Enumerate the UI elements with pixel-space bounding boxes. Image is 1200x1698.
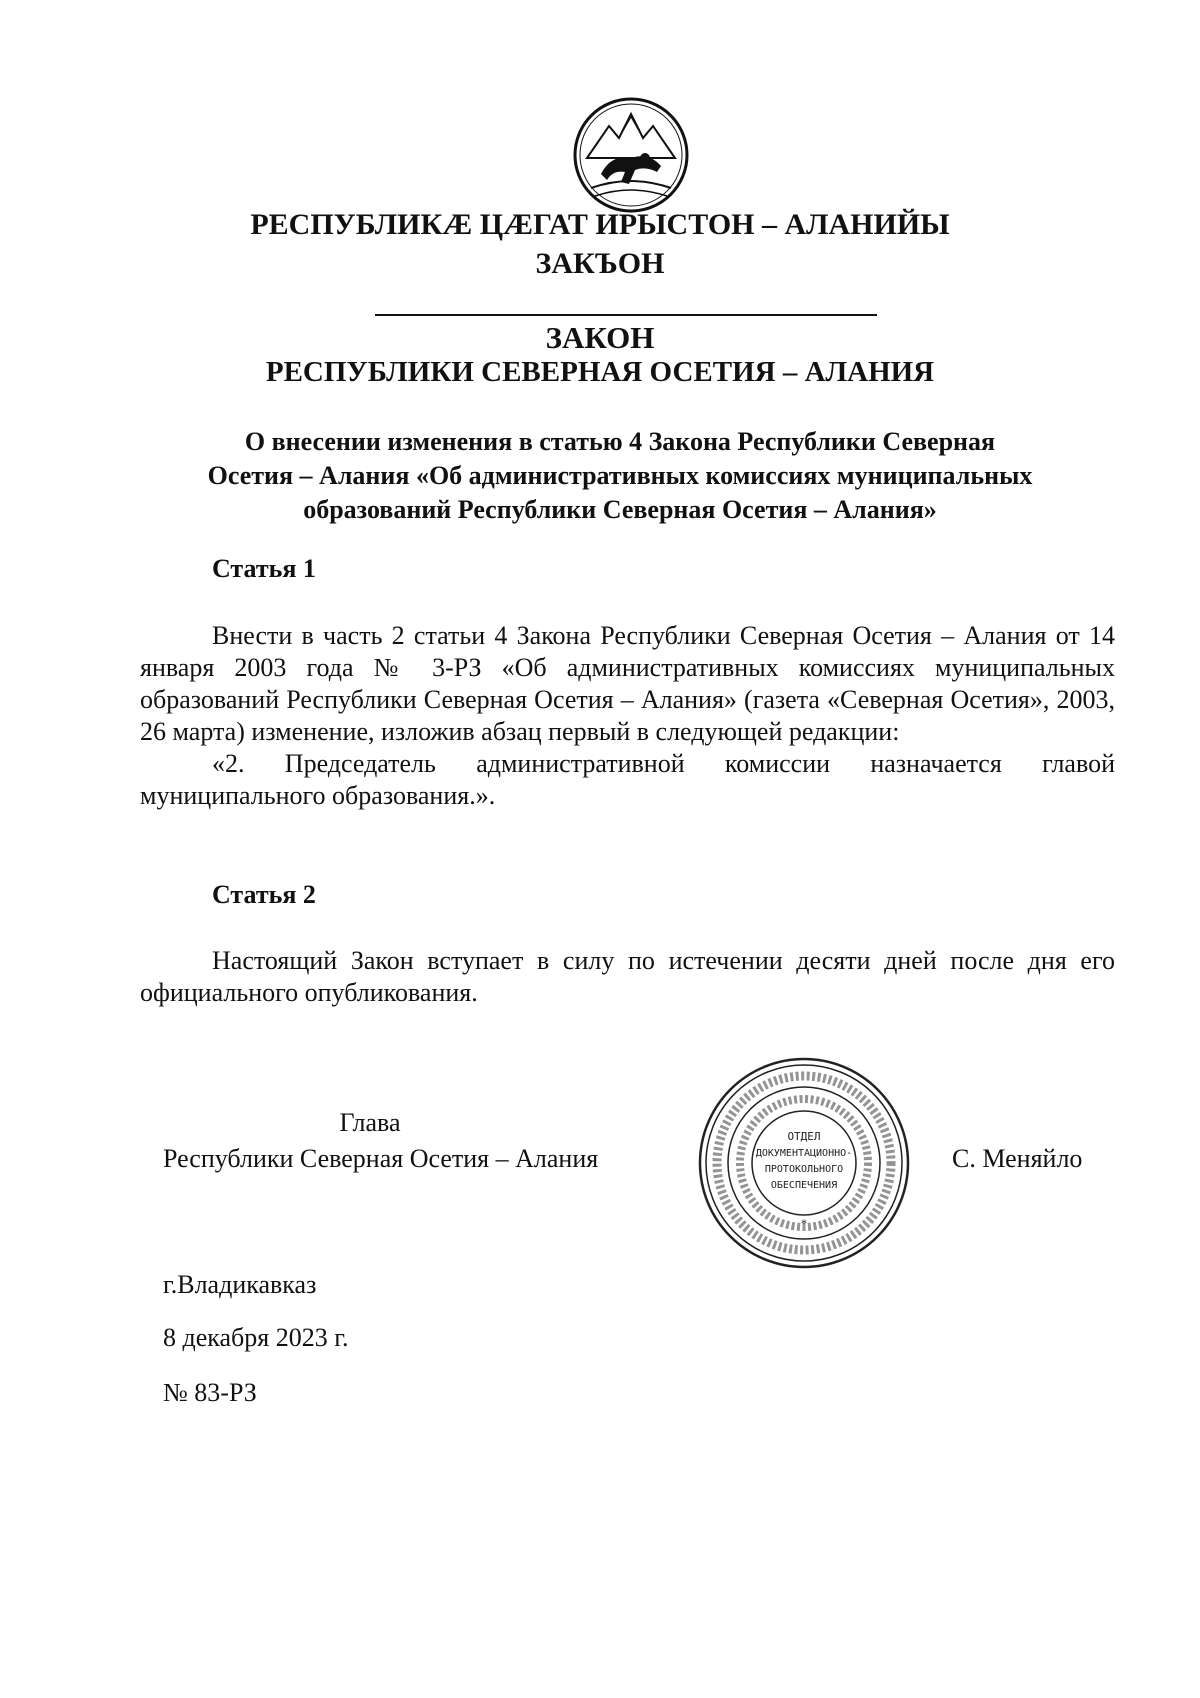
law-title-line: Осетия – Алания «Об административных комиссиях муниципальных bbox=[207, 461, 1033, 490]
coat-of-arms-emblem-icon bbox=[571, 96, 691, 214]
article-1-body bbox=[140, 620, 1115, 812]
signatory-organization: Республики Северная Осетия – Алания bbox=[163, 1144, 599, 1173]
official-seal-stamp bbox=[696, 1055, 912, 1271]
header-russian-law: ЗАКОН bbox=[545, 320, 655, 355]
signatory-name: С. Меняйло bbox=[952, 1144, 1083, 1173]
law-number: № 83-РЗ bbox=[163, 1378, 257, 1407]
header-ossetian-republic: РЕСПУБЛИКӔ ЦӔГАТ ИРЫСТОН – АЛАНИЙЫ bbox=[250, 208, 950, 241]
article-2-heading: Статья 2 bbox=[212, 880, 316, 909]
seal-center-line: ПРОТОКОЛЬНОГО bbox=[764, 1164, 844, 1175]
law-title bbox=[140, 425, 1100, 527]
article-1-heading: Статья 1 bbox=[212, 554, 316, 583]
place-of-signing: г.Владикавказ bbox=[163, 1270, 317, 1299]
article-1-paragraph: Внести в часть 2 статьи 4 Закона Республики Северная Осетия – Алания от 14 января 2003 года № 3-РЗ «Об административных комиссиях муниципальных образований Республики Северная Осетия – Алания» (газета «Северная Осетия», 2003, 26 марта) изменение, изложив абзац первый в следующей редакции: bbox=[140, 621, 1115, 746]
svg-text:*: * bbox=[801, 1216, 807, 1230]
header-ossetian-law: ЗАКЪОН bbox=[535, 247, 665, 280]
seal-center-line: ОБЕСПЕЧЕНИЯ bbox=[770, 1180, 838, 1191]
law-title-line: О внесении изменения в статью 4 Закона Республики Северная bbox=[244, 427, 996, 456]
header-russian-republic: РЕСПУБЛИКИ СЕВЕРНАЯ ОСЕТИЯ – АЛАНИЯ bbox=[265, 356, 935, 388]
seal-center-line: ДОКУМЕНТАЦИОННО- bbox=[755, 1148, 853, 1159]
seal-center-line: ОТДЕЛ bbox=[787, 1130, 821, 1143]
header-divider bbox=[375, 314, 877, 316]
law-title-line: образований Республики Северная Осетия – Алания» bbox=[303, 495, 937, 524]
signatory-title: Глава bbox=[339, 1108, 401, 1137]
article-2-paragraph: Настоящий Закон вступает в силу по истечении десяти дней после дня его официального опубликования. bbox=[140, 946, 1115, 1007]
article-1-quote-paragraph: «2. Председатель административной комиссии назначается главой муниципального образования.». bbox=[140, 749, 1115, 810]
signing-date: 8 декабря 2023 г. bbox=[163, 1323, 349, 1352]
article-2-body bbox=[140, 945, 1115, 1009]
